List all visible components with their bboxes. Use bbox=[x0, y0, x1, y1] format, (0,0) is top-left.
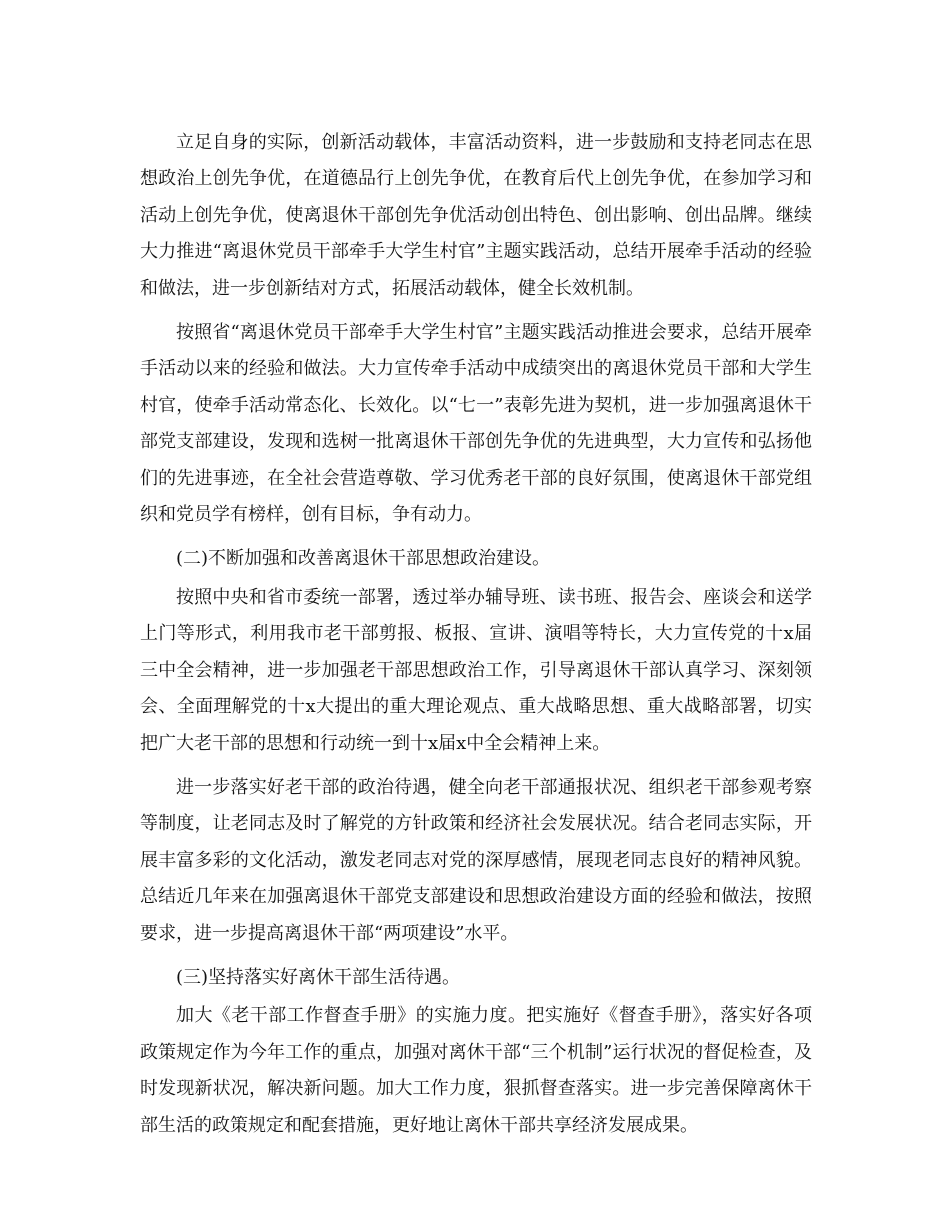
section-heading-two: (二)不断加强和改善离退休干部思想政治建设。 bbox=[176, 548, 551, 570]
section-heading-three: (三)坚持落实好离休干部生活待遇。 bbox=[176, 966, 461, 988]
paragraph-activity-carrier: 立足自身的实际，创新活动载体，丰富活动资料，进一步鼓励和支持老同志在思想政治上创先争优，在道德品行上创先争优，在教育后代上创先争优，在参加学习和活动上创先争优，使离退休干部创先争优活动创出特色、创出影响、创出品牌。继续大力推进“离退休党员干部牵手大学生村官”主题实践活动，总结开展牵手活动的经验和做法，进一步创新结对方式，拓展活动载体，健全长效机制。 bbox=[140, 132, 812, 299]
document-body bbox=[140, 125, 812, 1152]
paragraph-central-deployment: 按照中央和省市委统一部署，透过举办辅导班、读书班、报告会、座谈会和送学上门等形式，利用我市老干部剪报、板报、宣讲、演唱等特长，大力宣传党的十x届三中全会精神，进一步加强老干部思想政治工作，引导离退休干部认真学习、深刻领会、全面理解党的十x大提出的重大理论观点、重大战略思想、重大战略部署，切实把广大老干部的思想和行动统一到十x届x中全会精神上来。 bbox=[140, 586, 812, 754]
paragraph-political-treatment: 进一步落实好老干部的政治待遇，健全向老干部通报状况、组织老干部参观考察等制度，让老同志及时了解党的方针政策和经济社会发展状况。结合老同志实际，开展丰富多彩的文化活动，激发老同志对党的深厚感情，展现老同志良好的精神风貌。总结近几年来在加强离退休干部党支部建设和思想政治建设方面的经验和做法，按照要求，进一步提高离退休干部“两项建设”水平。 bbox=[140, 776, 812, 944]
paragraph-inspection-manual: 加大《老干部工作督查手册》的实施力度。把实施好《督查手册》，落实好各项政策规定作为今年工作的重点，加强对离休干部“三个机制”运行状况的督促检查，及时发现新状况，解决新问题。加大工作力度，狠抓督查落实。进一步完善保障离休干部生活的政策规定和配套措施，更好地让离休干部共享经济发展成果。 bbox=[140, 1005, 812, 1136]
paragraph-hand-in-hand-promotion: 按照省“离退休党员干部牵手大学生村官”主题实践活动推进会要求，总结开展牵手活动以来的经验和做法。大力宣传牵手活动中成绩突出的离退休党员干部和大学生村官，使牵手活动常态化、长效化。以“七一”表彰先进为契机，进一步加强离退休干部党支部建设，发现和选树一批离退休干部创先争优的先进典型，大力宣传和弘扬他们的先进事迹，在全社会营造尊敬、学习优秀老干部的良好氛围，使离退休干部党组织和党员学有榜样，创有目标，争有动力。 bbox=[140, 322, 812, 526]
